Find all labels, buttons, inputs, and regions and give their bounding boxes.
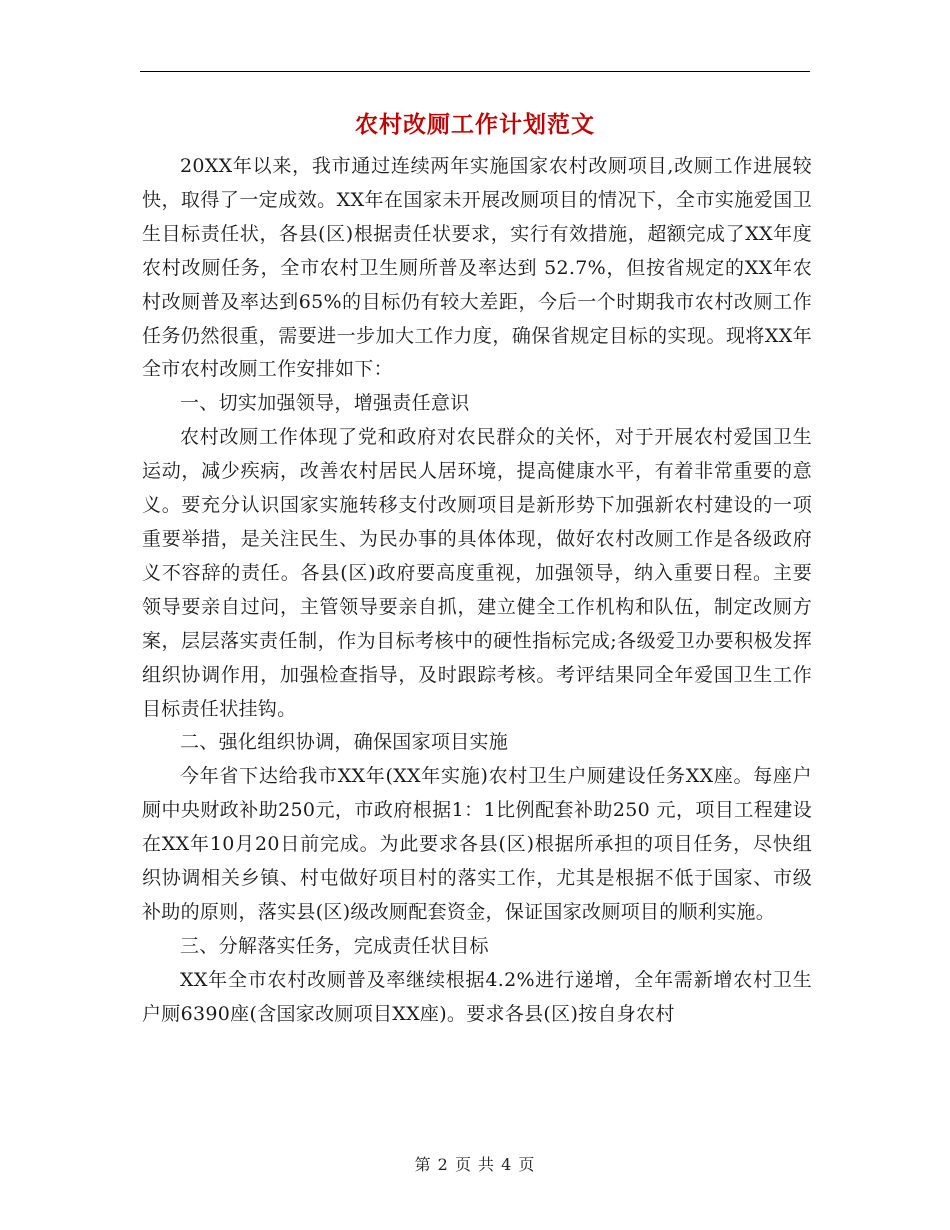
section-heading: 一、切实加强领导，增强责任意识 xyxy=(180,392,470,415)
section-heading: 二、强化组织协调，确保国家项目实施 xyxy=(180,731,509,754)
section-heading: 三、分解落实任务，完成责任状目标 xyxy=(180,934,489,957)
page-number: 第 2 页 共 4 页 xyxy=(414,1155,536,1174)
body-paragraph: 今年省下达给我市XX年(XX年实施)农村卫生户厕建设任务XX座。每座户厕中央财政补助250元，市政府根据1：1比例配套补助250 元，项目工程建设在XX年10月20日前完成。为此要求各县(区)根据所承担的项目任务，尽快组织协调相关乡镇、村屯做好项目村的落实工作，尤其是根据不低于国家、市级补助的原则，落实县(区)级改厕配套资金，保证国家改厕项目的顺利实施。 xyxy=(142,765,812,923)
header-rule xyxy=(140,71,810,72)
body-paragraph: XX年全市农村改厕普及率继续根据4.2%进行递增，全年需新增农村卫生户厕6390座(含国家改厕项目XX座)。要求各县(区)按自身农村 xyxy=(142,968,812,1025)
document-body xyxy=(142,150,812,1032)
page-footer xyxy=(0,1152,950,1175)
document-title: 农村改厕工作计划范文 xyxy=(355,111,595,138)
body-paragraph: 农村改厕工作体现了党和政府对农民群众的关怀，对于开展农村爱国卫生运动，减少疾病，改善农村居民人居环境，提高健康水平，有着非常重要的意义。要充分认识国家实施转移支付改厕项目是新形势下加强新农村建设的一项重要举措，是关注民生、为民办事的具体体现，做好农村改厕工作是各级政府义不容辞的责任。各县(区)政府要高度重视，加强领导，纳入重要日程。主要领导要亲自过问，主管领导要亲自抓，建立健全工作机构和队伍，制定改厕方案，层层落实责任制，作为目标考核中的硬性指标完成;各级爱卫办要积极发挥组织协调作用，加强检查指导，及时跟踪考核。考评结果同全年爱国卫生工作目标责任状挂钩。 xyxy=(142,426,812,720)
body-paragraph: 20XX年以来，我市通过连续两年实施国家农村改厕项目,改厕工作进展较快，取得了一定成效。XX年在国家未开展改厕项目的情况下，全市实施爱国卫生目标责任状，各县(区)根据责任状要求，实行有效措施，超额完成了XX年度农村改厕任务，全市农村卫生厕所普及率达到 52.7%，但按省规定的XX年农村改厕普及率达到65%的目标仍有较大差距，今后一个时期我市农村改厕工作任务仍然很重，需要进一步加大工作力度，确保省规定目标的实现。现将XX年全市农村改厕工作安排如下： xyxy=(142,155,812,381)
